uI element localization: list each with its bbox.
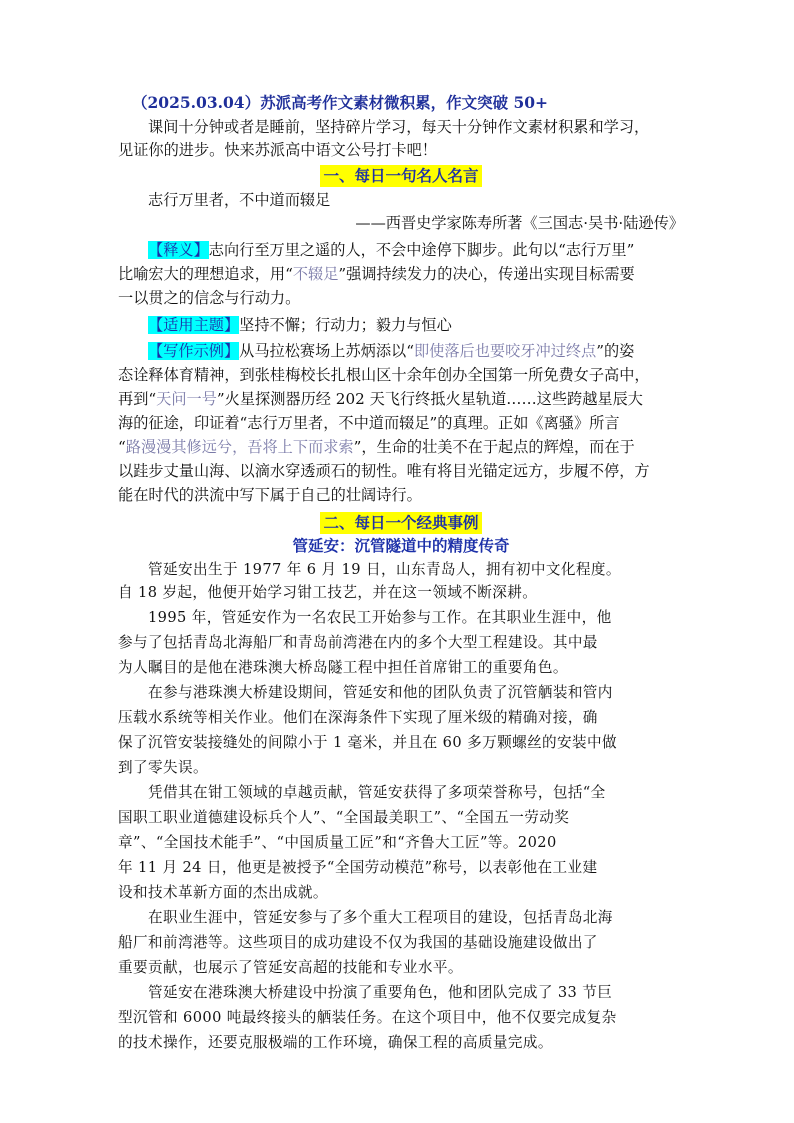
example-line-4: 海的征途，印证着“志行万里者，不中道而辍足”的真理。正如《离骚》所言 [118, 414, 620, 432]
example-line-2: 态诠释体育精神，到张桂梅校长扎根山区十余年创办全国第一所免费女子高中， [118, 366, 650, 384]
case-line: 管延安在港珠澳大桥建设中扮演了重要角色，他和团队完成了 33 节巨 [118, 984, 613, 1001]
section-2-heading: 二、每日一个经典事例 [320, 512, 481, 534]
case-line: 船厂和前湾港等。这些项目的成功建设不仅为我国的基础设施建设做出了 [118, 934, 598, 951]
case-line: 型沉管和 6000 吨最终接头的舾装任务。在这个项目中，他不仅要完成复杂 [118, 1009, 617, 1026]
case-line: 年 11 月 24 日，他更是被授予“全国劳动模范”称号，以表彰他在工业建 [118, 859, 598, 876]
case-line: 的技术操作，还要克服极端的工作环境，确保工程的高质量完成。 [118, 1034, 553, 1051]
quote-source: ——西晋史学家陈寿所著《三国志·吴书·陆逊传》 [355, 214, 684, 232]
explanation-line-2 [118, 263, 635, 285]
case-line: 管延安出生于 1977 年 6 月 19 日，山东青岛人，拥有初中文化程度。 [118, 561, 621, 578]
case-subtitle: 管延安：沉管隧道中的精度传奇 [292, 536, 510, 555]
theme-text: 坚持不懈；行动力；毅力与恒心 [239, 316, 452, 334]
case-line: 在职业生涯中，管延安参与了多个重大工程项目的建设，包括青岛北海 [118, 909, 613, 926]
section-1-heading-row [118, 165, 684, 187]
example-line-6: 以跬步丈量山海、以滴水穿透顽石的韧性。唯有将目光锚定远方，步履不停，方 [118, 462, 650, 480]
case-line: 设和技术革新方面的杰出成就。 [118, 884, 328, 901]
explanation-line-3: 一以贯之的信念与行动力。 [118, 289, 301, 307]
case-line: 1995 年，管延安作为一名农民工开始参与工作。在其职业生涯中，他 [118, 609, 612, 626]
case-line: 自 18 岁起，他便开始学习钳工技艺，并在这一领域不断深耕。 [118, 584, 538, 601]
example-text: 再到“ [118, 390, 157, 408]
example-text: ”的姿 [596, 342, 635, 360]
case-line: 保了沉管安装接缝处的间隙小于 1 毫米，并且在 60 多万颗螺丝的安装中做 [118, 734, 618, 751]
example-tag: 【写作示例】 [148, 342, 240, 360]
explanation-tag: 【释义】 [148, 241, 209, 259]
example-text: ”火星探测器历经 202 天飞行终抵火星轨道……这些跨越星辰大 [216, 390, 643, 408]
quote-text: 志行万里者，不中道而辍足 [148, 191, 331, 209]
quoted-phrase: 路漫漫其修远兮，吾将上下而求索 [125, 438, 354, 456]
case-line: 重要贡献，也展示了管延安高超的技能和专业水平。 [118, 959, 463, 976]
explanation-text: ”强调持续发力的决心，传递出实现目标需要 [338, 265, 635, 283]
explanation-text: 比喻宏大的理想追求，用“ [118, 265, 293, 283]
quoted-phrase: 即使落后也要咬牙冲过终点 [413, 342, 597, 360]
case-line: 凭借其在钳工领域的卓越贡献，管延安获得了多项荣誉称号，包括“全 [118, 784, 606, 801]
example-line-1 [148, 340, 634, 362]
intro-line-1: 课间十分钟或者是睡前，坚持碎片学习，每天十分钟作文素材积累和学习， [148, 118, 650, 136]
theme-line [148, 314, 452, 336]
document-title: （2025.03.04）苏派高考作文素材微积累，作文突破 50+ [132, 93, 549, 112]
quoted-phrase: 天问一号 [156, 390, 217, 408]
example-text: ”，生命的壮美不在于起点的辉煌，而在于 [353, 438, 635, 456]
case-line: 压载水系统等相关作业。他们在深海条件下实现了厘米级的精确对接，确 [118, 709, 598, 726]
example-line-7: 能在时代的洪流中写下属于自己的壮阔诗行。 [118, 486, 422, 504]
case-line: 章”、“全国技术能手”、“中国质量工匠”和“齐鲁大工匠”等。2020 [118, 834, 557, 851]
case-line: 国职工职业道德建设标兵个人”、“全国最美职工”、“全国五一劳动奖 [118, 809, 570, 826]
example-text: “ [118, 438, 126, 456]
explanation-text: 志向行至万里之遥的人，不会中途停下脚步。此句以“志行万里” [208, 241, 635, 259]
intro-line-2: 见证你的进步。快来苏派高中语文公号打卡吧！ [118, 141, 437, 159]
case-line: 参与了包括青岛北海船厂和青岛前湾港在内的多个大型工程建设。其中最 [118, 634, 598, 651]
example-line-3 [118, 388, 643, 410]
explanation-line-1 [148, 239, 634, 261]
case-line: 在参与港珠澳大桥建设期间，管延安和他的团队负责了沉管舾装和管内 [118, 684, 613, 701]
quoted-phrase: 不辍足 [292, 265, 339, 283]
case-line: 到了零失误。 [118, 759, 208, 776]
example-text: 从马拉松赛场上苏炳添以“ [239, 342, 414, 360]
section-1-heading: 一、每日一句名人名言 [320, 165, 481, 187]
theme-tag: 【适用主题】 [148, 316, 240, 334]
section-2-heading-row [118, 512, 684, 534]
example-line-5 [118, 436, 635, 458]
case-line: 为人瞩目的是他在港珠澳大桥岛隧工程中担任首席钳工的重要角色。 [118, 659, 568, 676]
